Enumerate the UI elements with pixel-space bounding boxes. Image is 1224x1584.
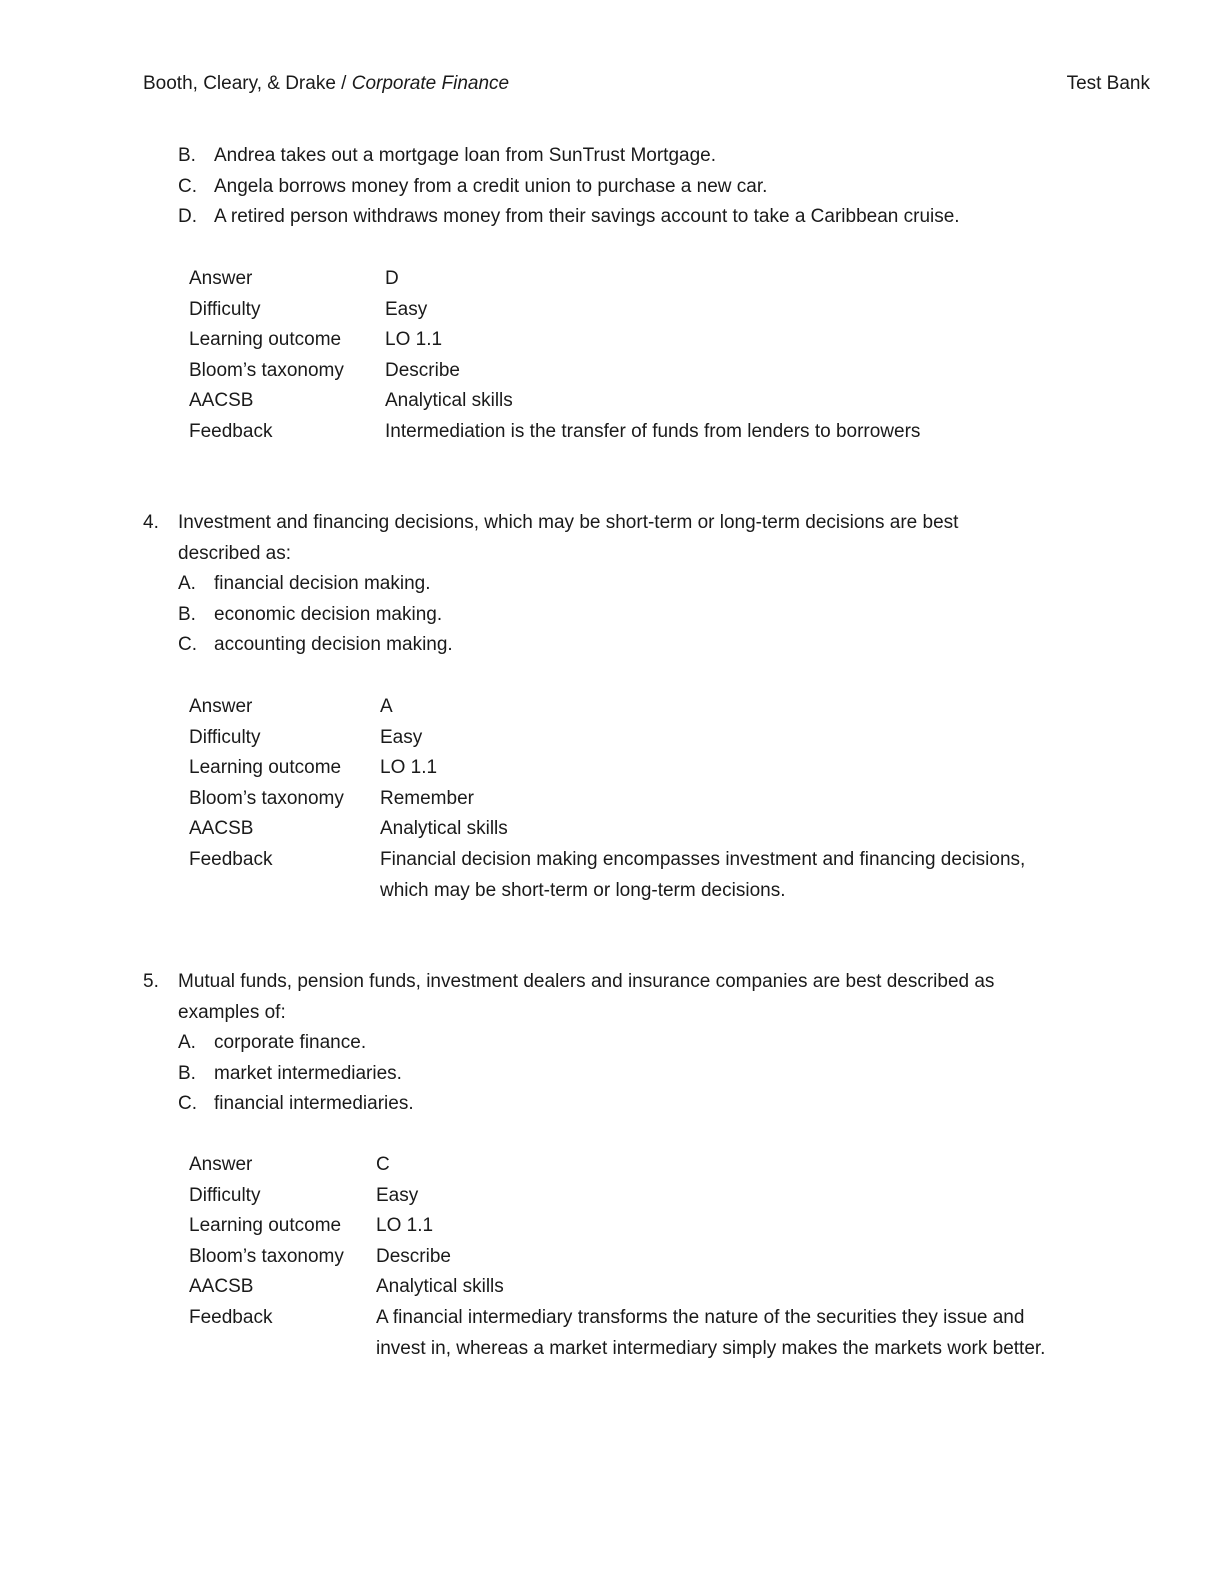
meta-value: LO 1.1	[376, 1215, 434, 1237]
meta-label: Answer	[189, 268, 253, 289]
meta-value: Easy	[380, 726, 423, 748]
option-text: Andrea takes out a mortgage loan from SunTrust Mortgage.	[214, 145, 717, 166]
meta-row-difficulty	[189, 1181, 1079, 1212]
meta-value: Analytical skills	[380, 818, 508, 840]
meta-label: Bloom’s taxonomy	[189, 1245, 344, 1267]
meta-value: Easy	[376, 1184, 419, 1206]
option-letter: D.	[178, 206, 197, 228]
meta-value: LO 1.1	[385, 329, 443, 351]
option-letter: B.	[178, 145, 196, 166]
question-stem: Investment and financing decisions, which may be short-term or long-term decisions are best described as:	[178, 512, 959, 564]
meta-value: Describe	[376, 1245, 451, 1267]
meta-value: A	[380, 696, 393, 717]
option-text: Angela borrows money from a credit union to purchase a new car.	[214, 175, 768, 197]
option-text: market intermediaries.	[214, 1062, 402, 1084]
header-right: Test Bank	[1066, 73, 1150, 94]
header-authors: Booth, Cleary, & Drake /	[143, 73, 347, 94]
q5-option-c	[178, 1089, 414, 1120]
meta-value: Easy	[385, 298, 428, 320]
question-number: 4.	[143, 512, 159, 533]
q3-option-b	[178, 141, 960, 172]
meta-row-learning-outcome	[189, 753, 1059, 784]
option-text: A retired person withdraws money from their savings account to take a Caribbean cruise.	[214, 206, 960, 228]
q5-option-a	[178, 1028, 414, 1059]
meta-label: Difficulty	[189, 298, 261, 320]
meta-label: Learning outcome	[189, 329, 342, 351]
meta-label: AACSB	[189, 818, 254, 840]
meta-row-difficulty	[189, 723, 1059, 754]
q4-option-a	[178, 569, 453, 600]
option-letter: C.	[178, 634, 197, 656]
meta-row-answer	[189, 264, 1009, 295]
meta-row-aacsb	[189, 1272, 1079, 1303]
meta-label: Bloom’s taxonomy	[189, 787, 344, 809]
meta-row-answer	[189, 1150, 1079, 1181]
q5-answer-table	[189, 1150, 1079, 1364]
q5-options	[178, 1028, 414, 1120]
option-text: corporate finance.	[214, 1032, 367, 1053]
meta-value: D	[385, 268, 399, 289]
option-letter: C.	[178, 175, 197, 197]
question-4	[143, 508, 1023, 569]
meta-value: LO 1.1	[380, 757, 438, 779]
option-letter: A.	[178, 573, 196, 594]
meta-value: Remember	[380, 787, 474, 809]
meta-label: Bloom’s taxonomy	[189, 359, 344, 381]
q4-option-c	[178, 630, 453, 661]
meta-row-feedback	[189, 845, 1059, 906]
question-number: 5.	[143, 971, 159, 992]
option-text: financial intermediaries.	[214, 1093, 414, 1115]
option-text: financial decision making.	[214, 573, 431, 594]
meta-value: A financial intermediary transforms the nature of the securities they issue and invest in, whereas a market intermediary simply makes the markets work better.	[376, 1306, 1046, 1359]
meta-value: Describe	[385, 359, 460, 381]
question-stem: Mutual funds, pension funds, investment dealers and insurance companies are best described as examples of:	[178, 971, 995, 1023]
meta-row-feedback	[189, 1303, 1079, 1364]
meta-label: AACSB	[189, 1276, 254, 1298]
meta-row-answer	[189, 692, 1059, 723]
meta-row-aacsb	[189, 386, 1009, 417]
meta-label: Feedback	[189, 420, 273, 442]
meta-row-blooms	[189, 784, 1059, 815]
meta-row-blooms	[189, 356, 1009, 387]
meta-label: Difficulty	[189, 1184, 261, 1206]
meta-label: Learning outcome	[189, 1215, 342, 1237]
meta-row-blooms	[189, 1242, 1079, 1273]
option-letter: A.	[178, 1032, 196, 1053]
option-text: economic decision making.	[214, 603, 443, 625]
meta-value: Analytical skills	[385, 390, 513, 412]
option-letter: C.	[178, 1093, 197, 1115]
meta-row-learning-outcome	[189, 1211, 1079, 1242]
meta-value: C	[376, 1154, 390, 1175]
meta-label: Learning outcome	[189, 757, 342, 779]
q4-option-b	[178, 600, 453, 631]
q3-answer-table	[189, 264, 1009, 448]
header-book-title: Corporate Finance	[351, 73, 510, 94]
q3-option-d	[178, 202, 960, 233]
meta-label: Answer	[189, 1154, 253, 1175]
option-text: accounting decision making.	[214, 634, 453, 656]
page-header	[143, 73, 1150, 99]
meta-label: AACSB	[189, 390, 254, 412]
meta-value: Intermediation is the transfer of funds from lenders to borrowers	[385, 420, 921, 442]
meta-row-learning-outcome	[189, 325, 1009, 356]
meta-row-feedback	[189, 417, 1009, 448]
q3-option-c	[178, 172, 960, 203]
q3-options	[178, 141, 960, 233]
question-5	[143, 967, 1023, 1028]
option-letter: B.	[178, 603, 196, 625]
header-left	[143, 73, 509, 95]
q4-options	[178, 569, 453, 661]
option-letter: B.	[178, 1062, 196, 1084]
meta-label: Answer	[189, 696, 253, 717]
meta-row-difficulty	[189, 295, 1009, 326]
meta-label: Difficulty	[189, 726, 261, 748]
meta-value: Analytical skills	[376, 1276, 504, 1298]
q4-answer-table	[189, 692, 1059, 906]
meta-label: Feedback	[189, 848, 273, 870]
q5-option-b	[178, 1059, 414, 1090]
meta-value: Financial decision making encompasses investment and financing decisions, which may be short-term or long-term decisions.	[380, 848, 1026, 901]
meta-row-aacsb	[189, 814, 1059, 845]
meta-label: Feedback	[189, 1306, 273, 1328]
